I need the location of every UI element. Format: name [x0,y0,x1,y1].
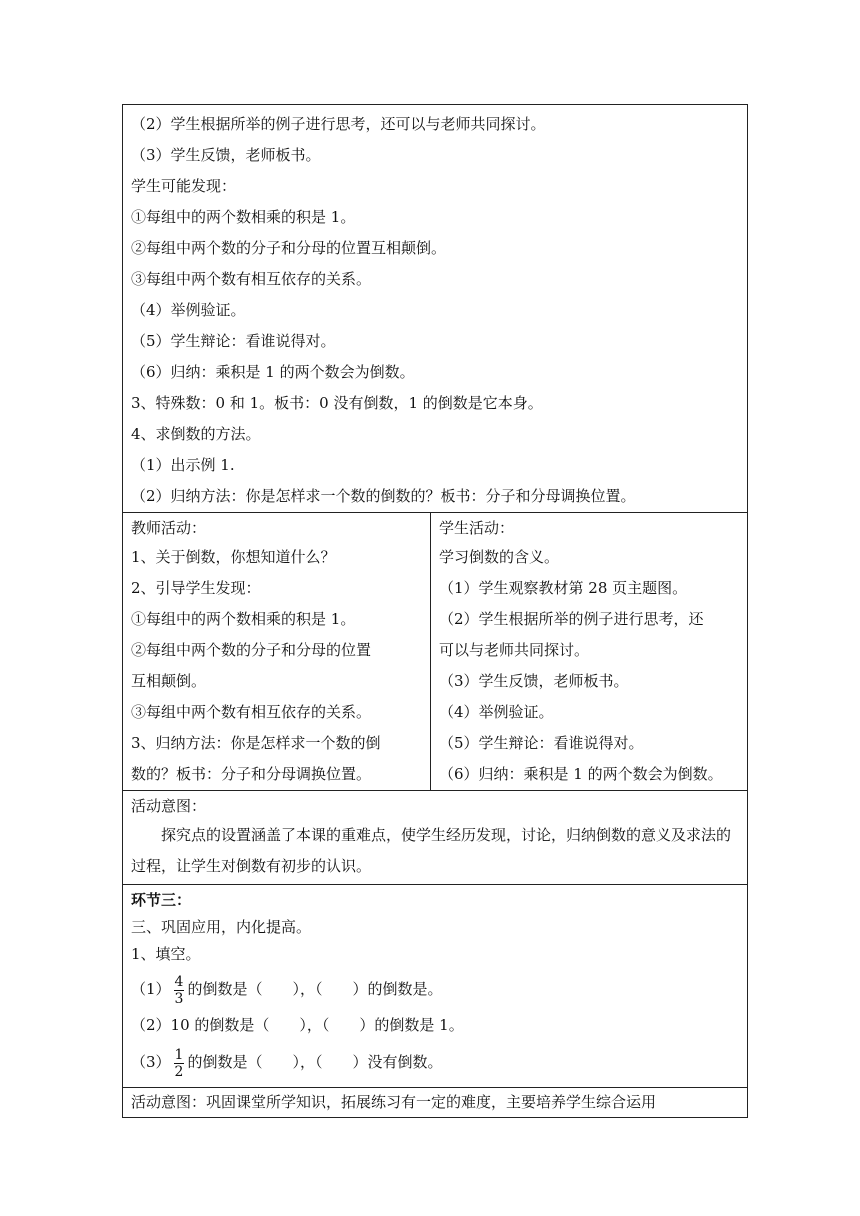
text-line: ②每组中两个数的分子和分母的位置 [131,641,372,659]
lesson-plan-table [122,104,748,1118]
fraction-denominator: 3 [174,990,184,1007]
text-line: 互相颠倒。 [131,672,207,690]
section-three-heading: 环节三： [131,891,192,909]
text-line: （2）归纳方法：你是怎样求一个数的倒数的？板书：分子和分母调换位置。 [131,487,636,505]
text-line: 三、巩固应用，内化提高。 [131,918,312,936]
text-line: （4）举例验证。 [131,301,246,319]
text-line: （3）学生反馈，老师板书。 [439,672,629,690]
exploration-row [123,105,748,513]
student-activity-heading: 学生活动： [439,519,515,537]
text-line: 数的？板书：分子和分母调换位置。 [131,765,372,783]
intent-heading: 活动意图： [131,797,207,815]
question-2: （2）10 的倒数是（ ），（ ）的倒数是 1。 [131,1016,464,1034]
text-line: 学生可能发现： [131,177,237,195]
teacher-activity-cell [123,513,431,791]
text-line: ②每组中两个数的分子和分母的位置互相颠倒。 [131,239,447,257]
intent-body: 探究点的设置涵盖了本课的重难点，使学生经历发现，讨论，归纳倒数的意义及求法的过程，让学生对倒数有初步的认识。 [131,826,732,875]
student-activity-cell [431,513,748,791]
text-line: 3、归纳方法：你是怎样求一个数的倒 [131,734,381,752]
question-text: 的倒数是（ ），（ ）没有倒数。 [187,1053,443,1071]
question-3 [131,1041,739,1083]
text-line: （2）学生根据所举的例子进行思考，还可以与老师共同探讨。 [131,115,546,133]
question-number: （1） [131,980,171,998]
text-line: （1）出示例 1. [131,456,235,474]
text-line: （4）举例验证。 [439,703,554,721]
text-line: （1）学生观察教材第 28 页主题图。 [439,579,688,597]
text-line: 学习倒数的含义。 [439,548,560,566]
text-line: 4、求倒数的方法。 [131,425,261,443]
text-line: （2）学生根据所举的例子进行思考，还 [439,610,704,628]
question-number: （3） [131,1053,171,1071]
text-line: 2、引导学生发现： [131,579,261,597]
text-line: （6）归纳：乘积是 1 的两个数会为倒数。 [439,765,723,783]
fraction-numerator: 1 [174,1046,184,1063]
fraction-four-thirds [174,974,185,1007]
text-line: 1、关于倒数，你想知道什么？ [131,548,336,566]
question-1 [131,968,739,1010]
text-line: ③每组中两个数有相互依存的关系。 [131,270,372,288]
text-line: 可以与老师共同探讨。 [439,641,590,659]
question-text: 的倒数是（ ），（ ）的倒数是。 [187,980,443,998]
text-line: （6）归纳：乘积是 1 的两个数会为倒数。 [131,363,415,381]
intent-row [123,791,748,885]
teacher-activity-heading: 教师活动： [131,519,207,537]
intent-row-2 [123,1088,748,1118]
text-line: ①每组中的两个数相乘的积是 1。 [131,208,356,226]
section-three-cell [123,885,748,1088]
intent-cell-2 [123,1088,748,1118]
text-line: ①每组中的两个数相乘的积是 1。 [131,610,356,628]
fraction-numerator: 4 [174,973,184,990]
text-line: （3）学生反馈，老师板书。 [131,146,321,164]
text-line: 1、填空。 [131,945,201,963]
text-line: （5）学生辩论：看谁说得对。 [439,734,644,752]
text-line: （5）学生辩论：看谁说得对。 [131,332,336,350]
fraction-denominator: 2 [174,1063,184,1080]
activities-row [123,513,748,791]
exploration-cell [123,105,748,513]
fraction-one-half [174,1047,185,1080]
section-three-row [123,885,748,1088]
intent-cell [123,791,748,885]
text-line: ③每组中两个数有相互依存的关系。 [131,703,372,721]
intent-text: 活动意图：巩固课堂所学知识，拓展练习有一定的难度，主要培养学生综合运用 [131,1093,657,1111]
text-line: 3、特殊数：0 和 1。板书：0 没有倒数，1 的倒数是它本身。 [131,394,543,412]
